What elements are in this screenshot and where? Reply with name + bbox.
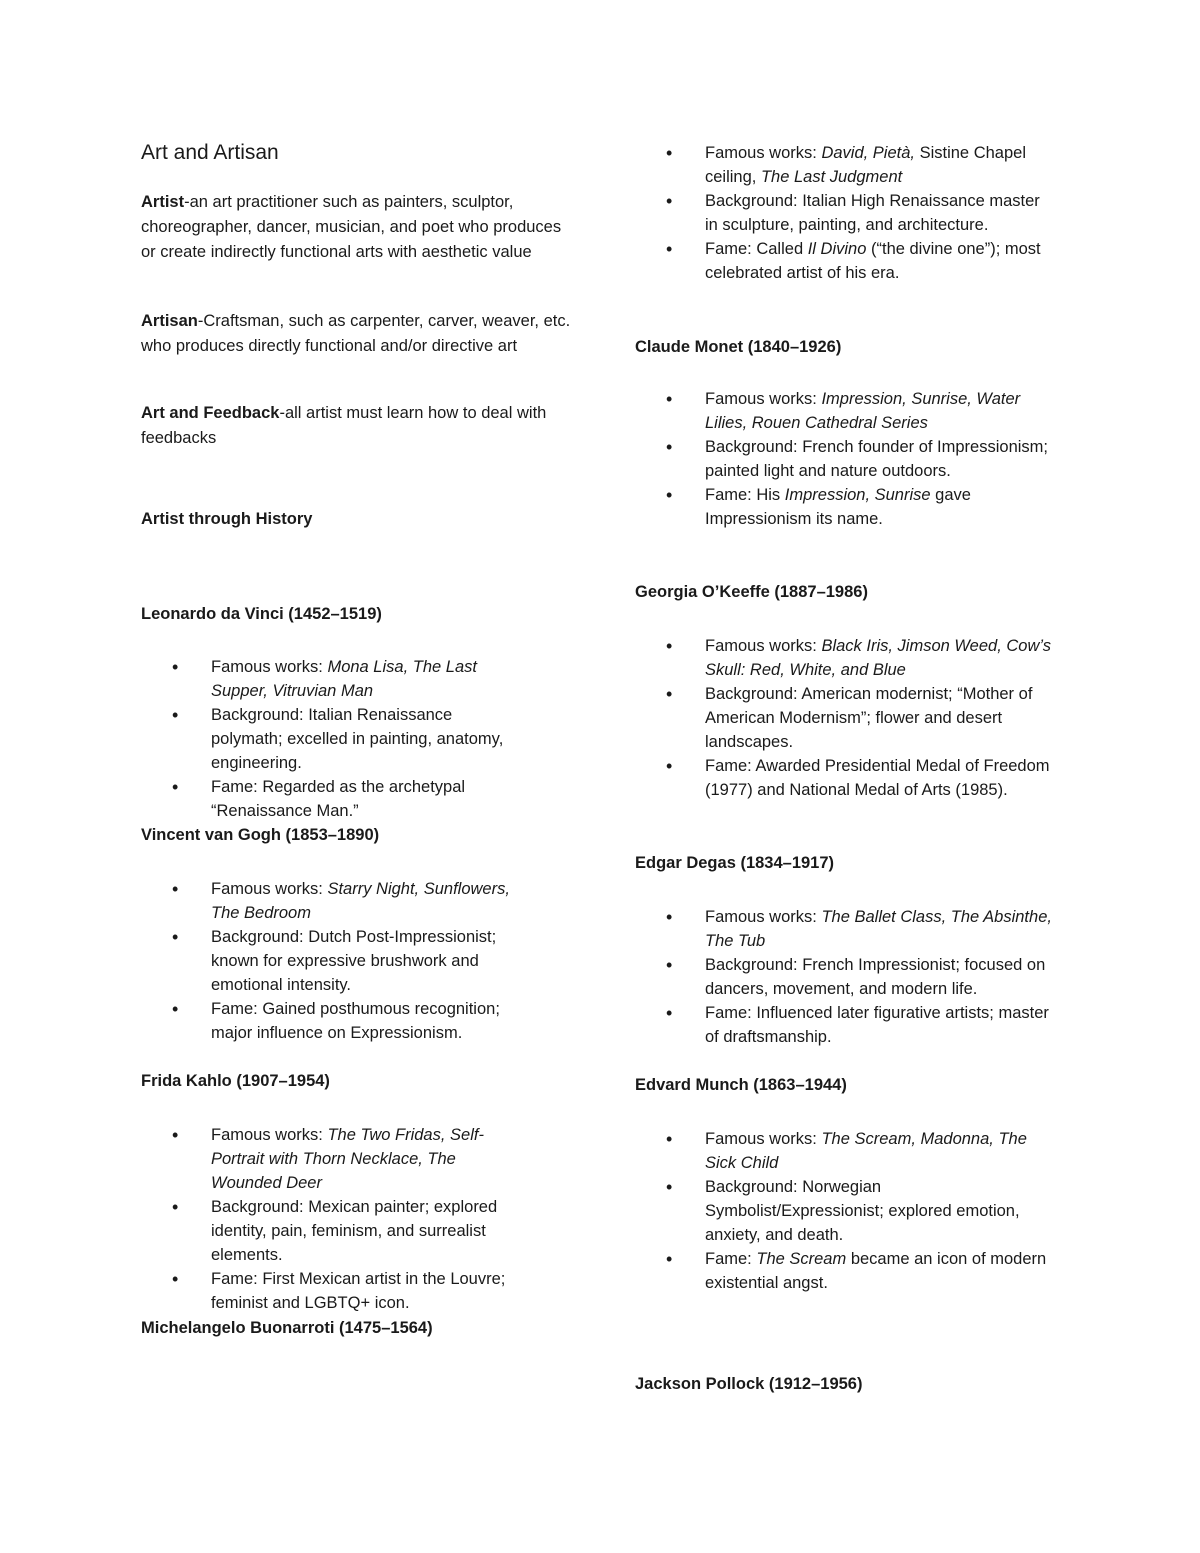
list-item: • Background: American modernist; “Mother of American Modernism”; flower and desert landscapes.	[635, 682, 1065, 754]
artist-list-davinci	[141, 655, 521, 823]
artist-list-kahlo	[141, 1123, 521, 1315]
artist-list-michelangelo	[635, 141, 1055, 285]
artist-list-vangogh	[141, 877, 521, 1045]
list-item	[635, 387, 1055, 435]
list-item: • Background: Italian High Renaissance master in sculpture, painting, and architecture.	[635, 189, 1055, 237]
artist-heading-vangogh: Vincent van Gogh (1853–1890)	[141, 826, 380, 844]
artist-list-okeeffe	[635, 634, 1065, 802]
artist-list-degas	[635, 905, 1055, 1049]
text: Il Divino	[807, 240, 867, 258]
text: Fame: His	[705, 486, 785, 504]
list-item: • Background: Norwegian Symbolist/Expressionist; explored emotion, anxiety, and death.	[635, 1175, 1055, 1247]
text: (“the divine one”); most celebrated artist of his era.	[705, 240, 1041, 282]
list-item	[635, 1247, 1055, 1295]
works: The Scream, Madonna, The Sick Child	[705, 1130, 1027, 1172]
list-item: • Fame: Awarded Presidential Medal of Freedom (1977) and National Medal of Arts (1985).	[635, 754, 1065, 802]
definition-text: -an art practitioner such as painters, sculptor, choreographer, dancer, musician, and poet who produces or create indirectly functional arts with aesthetic value	[141, 193, 562, 261]
definition-text: -Craftsman, such as carpenter, carver, weaver, etc. who produces directly functional and/or directive art	[141, 312, 571, 355]
artist-heading-okeeffe: Georgia O’Keeffe (1887–1986)	[635, 583, 868, 601]
label: Famous works:	[211, 658, 328, 676]
label: Famous works:	[705, 390, 822, 408]
works: The Two Fridas, Self-Portrait with Thorn Necklace, The Wounded Deer	[211, 1126, 484, 1192]
works: Mona Lisa, The Last Supper, Vitruvian Man	[211, 658, 477, 700]
text: The Scream	[756, 1250, 847, 1268]
artist-heading-davinci: Leonardo da Vinci (1452–1519)	[141, 605, 382, 623]
definition-text: -all artist must learn how to deal with feedbacks	[141, 404, 547, 447]
artist-heading-munch: Edvard Munch (1863–1944)	[635, 1076, 847, 1094]
list-item: • Background: French founder of Impressionism; painted light and nature outdoors.	[635, 435, 1055, 483]
works: Black Iris, Jimson Weed, Cow’s Skull: Red, White, and Blue	[705, 637, 1051, 679]
section-heading: Artist through History	[141, 510, 313, 528]
list-item: • Fame: Influenced later figurative artists; master of draftsmanship.	[635, 1001, 1055, 1049]
list-item: • Fame: Gained posthumous recognition; major influence on Expressionism.	[141, 997, 521, 1045]
list-item	[141, 1123, 521, 1195]
artist-heading-kahlo: Frida Kahlo (1907–1954)	[141, 1072, 330, 1090]
list-item	[635, 141, 1055, 189]
artist-heading-monet: Claude Monet (1840–1926)	[635, 338, 842, 356]
works: Impression, Sunrise, Water Lilies, Rouen Cathedral Series	[705, 390, 1021, 432]
list-item: • Background: Dutch Post-Impressionist; known for expressive brushwork and emotional intensity.	[141, 925, 521, 997]
label: Famous works:	[211, 1126, 328, 1144]
list-item: • Fame: First Mexican artist in the Louvre; feminist and LGBTQ+ icon.	[141, 1267, 521, 1315]
list-item: • Background: French Impressionist; focused on dancers, movement, and modern life.	[635, 953, 1055, 1001]
label: Famous works:	[705, 1130, 822, 1148]
list-item	[141, 655, 521, 703]
artist-heading-michelangelo: Michelangelo Buonarroti (1475–1564)	[141, 1319, 433, 1337]
artist-heading-pollock: Jackson Pollock (1912–1956)	[635, 1375, 863, 1393]
list-item	[635, 905, 1055, 953]
text: gave Impressionism its name.	[705, 486, 971, 528]
definition-term: Artisan	[141, 312, 198, 330]
definition-artisan	[141, 309, 571, 359]
works: The Ballet Class, The Absinthe, The Tub	[705, 908, 1052, 950]
list-item: • Background: Mexican painter; explored identity, pain, feminism, and surrealist elements.	[141, 1195, 521, 1267]
works: David, Pietà,	[821, 144, 915, 162]
label: Famous works:	[705, 637, 822, 655]
list-item	[635, 483, 1055, 531]
list-item	[141, 877, 521, 925]
text: Fame:	[705, 1250, 757, 1268]
list-item	[635, 634, 1065, 682]
works: Starry Night, Sunflowers, The Bedroom	[211, 880, 510, 922]
label: Famous works:	[211, 880, 328, 898]
definition-art-feedback	[141, 401, 571, 451]
works: Sistine Chapel ceiling,	[705, 144, 1026, 186]
text: became an icon of modern existential angst.	[705, 1250, 1047, 1292]
works: The Last Judgment	[760, 168, 903, 186]
label: Famous works:	[705, 908, 822, 926]
text: Fame: Called	[705, 240, 808, 258]
text: Impression, Sunrise	[784, 486, 931, 504]
list-item: • Background: Italian Renaissance polymath; excelled in painting, anatomy, engineering.	[141, 703, 521, 775]
list-item: • Fame: Regarded as the archetypal “Renaissance Man.”	[141, 775, 521, 823]
artist-list-monet	[635, 387, 1055, 531]
artist-list-munch	[635, 1127, 1055, 1295]
definition-term: Artist	[141, 193, 185, 211]
definition-artist	[141, 190, 571, 265]
list-item	[635, 1127, 1055, 1175]
label: Famous works:	[705, 144, 822, 162]
artist-heading-degas: Edgar Degas (1834–1917)	[635, 854, 835, 872]
document-title: Art and Artisan	[141, 141, 279, 164]
list-item	[635, 237, 1055, 285]
definition-term: Art and Feedback	[141, 404, 280, 422]
